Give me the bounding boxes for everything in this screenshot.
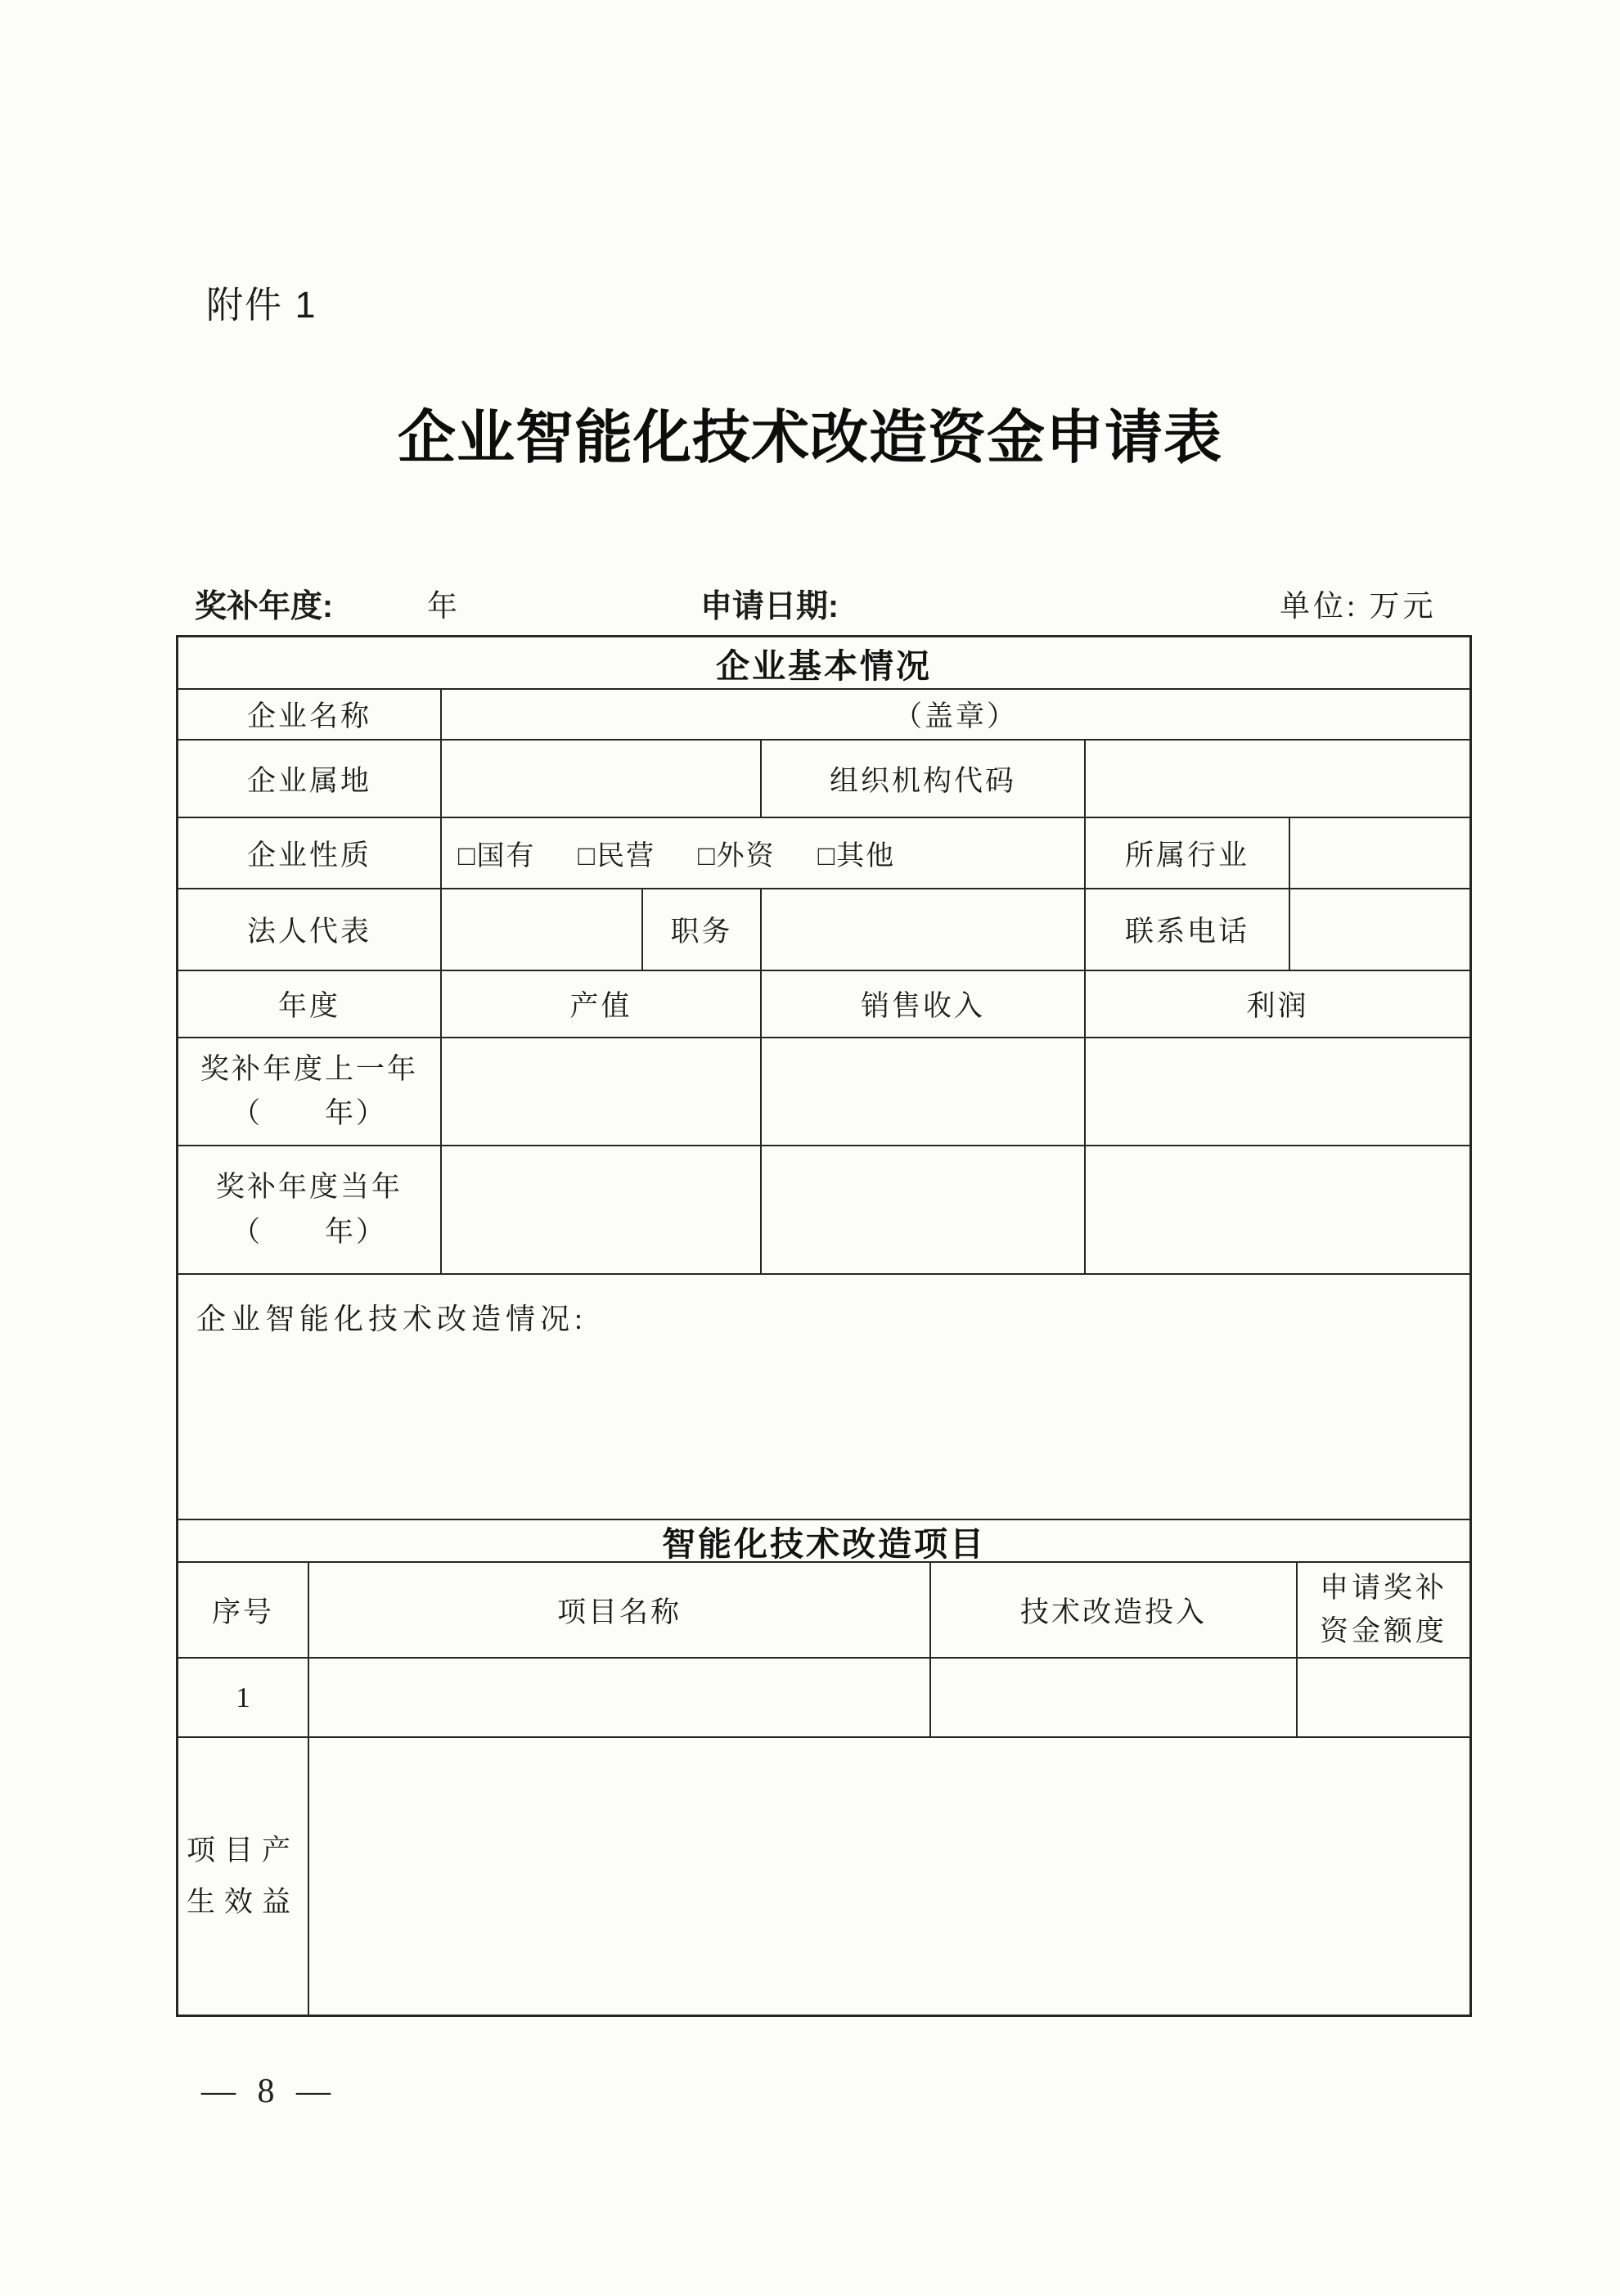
company-nature-row	[178, 818, 1469, 889]
project-investment-field	[931, 1659, 1298, 1736]
company-name-label: 企业名称	[178, 690, 442, 739]
transformation-status-cell: 企业智能化技术改造情况:	[196, 1303, 588, 1335]
finance-col-year: 年度	[178, 971, 442, 1037]
project-col-amount	[1298, 1563, 1469, 1657]
current-year-label	[178, 1146, 442, 1273]
current-year-row	[178, 1146, 1469, 1275]
unit-label: 单位: 万元	[1280, 590, 1437, 624]
legal-rep-label: 法人代表	[178, 889, 442, 970]
org-code-field	[1086, 741, 1469, 817]
legal-rep-row	[178, 889, 1469, 971]
prev-year-label	[178, 1038, 442, 1145]
page-number: — 8 —	[201, 2073, 337, 2110]
company-nature-label: 企业性质	[178, 818, 442, 888]
company-location-field	[442, 741, 762, 817]
section-row-project	[178, 1520, 1469, 1563]
prev-year-label-line1: 奖补年度上一年	[200, 1052, 418, 1085]
finance-col-output: 产值	[442, 971, 762, 1037]
project-col-index: 序号	[178, 1563, 309, 1657]
nature-options	[442, 818, 1086, 888]
prev-year-row	[178, 1038, 1469, 1146]
nature-option-foreign: □外资	[698, 841, 776, 871]
transformation-status-row	[178, 1275, 1469, 1520]
finance-col-profit: 利润	[1246, 990, 1309, 1022]
section-row-basic-info	[178, 637, 1469, 690]
phone-label: 联系电话	[1086, 889, 1290, 970]
current-year-output-field	[442, 1146, 762, 1273]
position-label: 职务	[643, 889, 762, 970]
project-col-name: 项目名称	[309, 1563, 931, 1657]
apply-date-label: 申请日期:	[700, 589, 839, 624]
prev-year-profit-field	[1086, 1038, 1469, 1145]
company-location-row	[178, 741, 1469, 818]
company-name-row	[178, 690, 1469, 741]
prev-year-label-line2: （ 年）	[231, 1097, 387, 1129]
application-table	[176, 635, 1472, 2017]
legal-rep-field	[442, 889, 643, 970]
position-field	[762, 889, 1086, 970]
project-col-amount-line2: 资金额度	[1319, 1614, 1447, 1647]
current-year-label-line2: （ 年）	[231, 1215, 387, 1248]
form-title: 企业智能化技术改造资金申请表	[397, 407, 1222, 470]
nature-option-other: □其他	[817, 841, 896, 871]
project-row-1	[178, 1659, 1469, 1738]
nature-option-private: □民营	[578, 841, 656, 871]
finance-col-sales: 销售收入	[762, 971, 1086, 1037]
project-benefit-row	[178, 1738, 1469, 2015]
industry-label: 所属行业	[1086, 818, 1290, 888]
current-year-profit-field	[1086, 1146, 1469, 1273]
project-col-amount-line1: 申请奖补	[1319, 1572, 1447, 1604]
phone-field	[1290, 889, 1469, 970]
industry-field	[1290, 818, 1469, 888]
meta-row	[0, 581, 1620, 625]
project-benefit-label-line2: 生效益	[186, 1886, 299, 1918]
finance-header-row	[178, 971, 1469, 1038]
company-name-seal-field: （盖章）	[893, 700, 1018, 732]
project-benefit-label-line1: 项目产	[186, 1835, 299, 1866]
prev-year-output-field	[442, 1038, 762, 1145]
project-amount-field	[1298, 1659, 1469, 1736]
project-col-investment: 技术改造投入	[931, 1563, 1298, 1657]
nature-option-state-owned: □国有	[458, 841, 536, 871]
section-header-basic-info: 企业基本情况	[716, 646, 932, 685]
project-name-field	[309, 1659, 931, 1736]
project-row-index: 1	[178, 1659, 309, 1736]
award-year-unit: 年	[427, 590, 457, 624]
award-year-label: 奖补年度:	[195, 589, 333, 624]
project-benefit-field	[309, 1738, 1469, 2015]
current-year-sales-field	[762, 1146, 1086, 1273]
attachment-label: 附件 1	[206, 284, 317, 326]
project-benefit-label	[178, 1738, 309, 2015]
section-header-project: 智能化技术改造项目	[662, 1524, 986, 1561]
prev-year-sales-field	[762, 1038, 1086, 1145]
org-code-label: 组织机构代码	[762, 741, 1086, 817]
project-header-row	[178, 1563, 1469, 1659]
current-year-label-line1: 奖补年度当年	[215, 1171, 403, 1204]
company-location-label: 企业属地	[178, 741, 442, 817]
